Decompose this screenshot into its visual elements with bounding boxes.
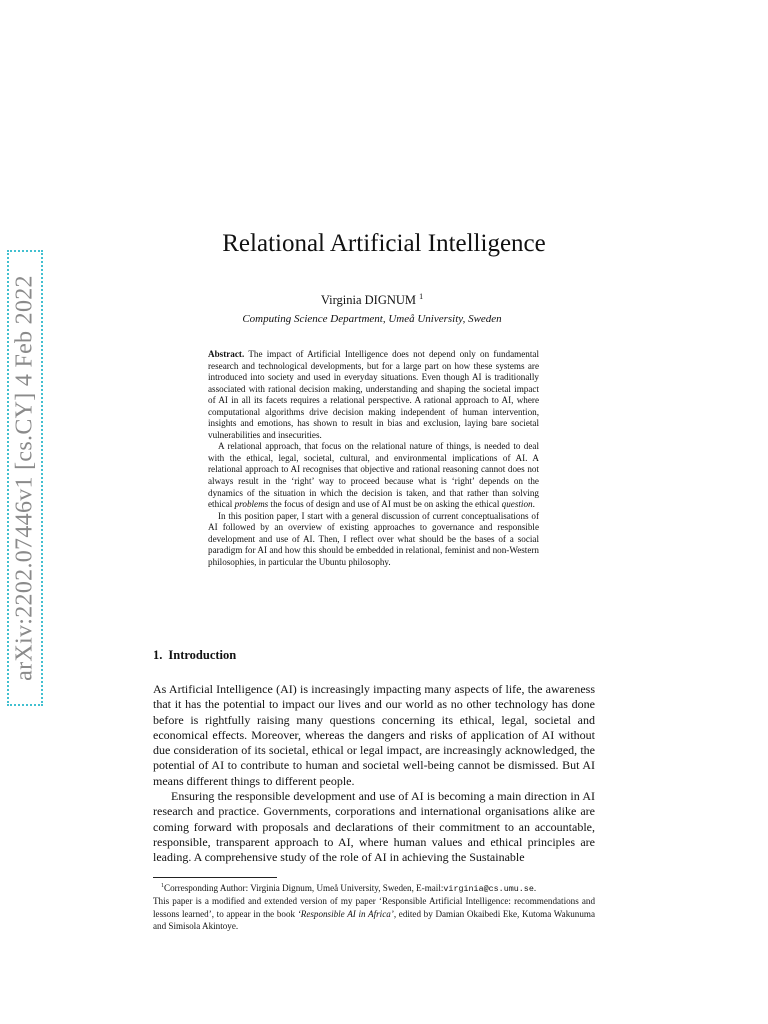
abstract-text-2b: the focus of design and use of AI must be on asking the ethical bbox=[268, 499, 502, 510]
footnotes bbox=[153, 880, 595, 933]
footnote-2-text-b: , edited by Damian Okaibedi Eke, Kutoma Wakunuma and Simisola Akintoye. bbox=[153, 908, 595, 932]
arxiv-identifier-text: arXiv:2202.07446v1 [cs.CY] 4 Feb 2022 bbox=[11, 275, 38, 681]
abstract-label: Abstract. bbox=[208, 349, 245, 359]
author-email-link[interactable]: virginia@cs.umu.se bbox=[443, 884, 534, 895]
footnote-1-end: . bbox=[533, 883, 537, 894]
section-heading-introduction bbox=[153, 648, 236, 663]
abstract-paragraph-1 bbox=[208, 349, 539, 441]
footnote-1 bbox=[153, 880, 595, 895]
section-number: 1. bbox=[153, 648, 163, 662]
abstract-text-1: The impact of Artificial Intelligence does not depend only on fundamental research and technological developments, but for a large part on how these systems are introduced into society and used in everyday situations. Even though AI is traditionally associated with rational decision making, understanding and shaping the societal impact of AI in all its facets requires a relational perspective. A rational approach to AI, where computational algorithms drive decision making independent of human intervention, insights and emotions, has shown to result in bias and exclusion, laying bare societal vulnerabilities and insecurities. bbox=[208, 349, 539, 440]
paper-title: Relational Artificial Intelligence bbox=[222, 230, 546, 257]
abstract-text-2a: A relational approach, that focus on the relational nature of things, is needed to deal with the ethical, legal, societal, cultural, and environmental implications of AI. A relational approach to AI recognises that objective and rational reasoning cannot does not always result in the ‘right’ way to proceed because what is ‘right’ depends on the dynamics of the situation in which the decision is taken, and that rather than solving ethical bbox=[208, 441, 539, 510]
author-affiliation: Computing Science Department, Umeå University, Sweden bbox=[242, 313, 502, 325]
footnote-2-text-a: This paper is a modified and extended version of my paper ‘Responsible Artificial Intelligence: recommendations and lessons learned’, to appear in the book bbox=[153, 896, 595, 919]
abstract bbox=[208, 349, 539, 568]
body-paragraph-2: Ensuring the responsible development and use of AI is becoming a main direction in AI research and practice. Governments, corporations and international organisations alike are coming forward with proposals and declarations of their commitment to an accountable, responsible, transparent approach to AI, where human values and ethical principles are leading. A comprehensive study of the role of AI in achieving the Sustainable bbox=[153, 789, 595, 865]
abstract-text-2c: . bbox=[532, 499, 535, 510]
footnote-divider bbox=[153, 877, 277, 878]
abstract-emphasis-problems: problems bbox=[234, 499, 269, 510]
abstract-paragraph-2 bbox=[208, 441, 539, 510]
abstract-emphasis-question: question bbox=[501, 499, 533, 510]
footnote-1-text: Corresponding Author: Virginia Dignum, Umeå University, Sweden, E-mail: bbox=[164, 883, 444, 894]
author-name: Virginia DIGNUM bbox=[320, 293, 417, 308]
author-footnote-mark: 1 bbox=[419, 292, 424, 301]
section-title: Introduction bbox=[168, 648, 237, 662]
author-line bbox=[0, 292, 744, 308]
footnote-2 bbox=[153, 895, 595, 932]
introduction-body bbox=[153, 682, 595, 866]
abstract-paragraph-3: In this position paper, I start with a general discussion of current conceptualisations of AI followed by an overview of existing approaches to governance and responsible development and use of AI. Then, I reflect over what should be the bases of a social paradigm for AI and how this should be embedded in relational, feminist and non-Western philosophies, in particular the Ubuntu philosophy. bbox=[208, 510, 539, 567]
footnote-2-book-title: ‘Responsible AI in Africa’ bbox=[297, 908, 394, 919]
body-paragraph-1: As Artificial Intelligence (AI) is increasingly impacting many aspects of life, the awareness that it has the potential to impact our lives and our world as no other technology has done before is rightfully raising many questions concerning its ethical, legal, societal and economical effects. Moreover, whereas the dangers and risks of application of AI without due consideration of its societal, ethical or legal impact, are increasingly acknowledged, the potential of AI to contribute to human and societal well-being cannot be dismissed. But AI means different things to different people. bbox=[153, 682, 595, 788]
footnote-1-mark: 1 bbox=[161, 883, 164, 889]
